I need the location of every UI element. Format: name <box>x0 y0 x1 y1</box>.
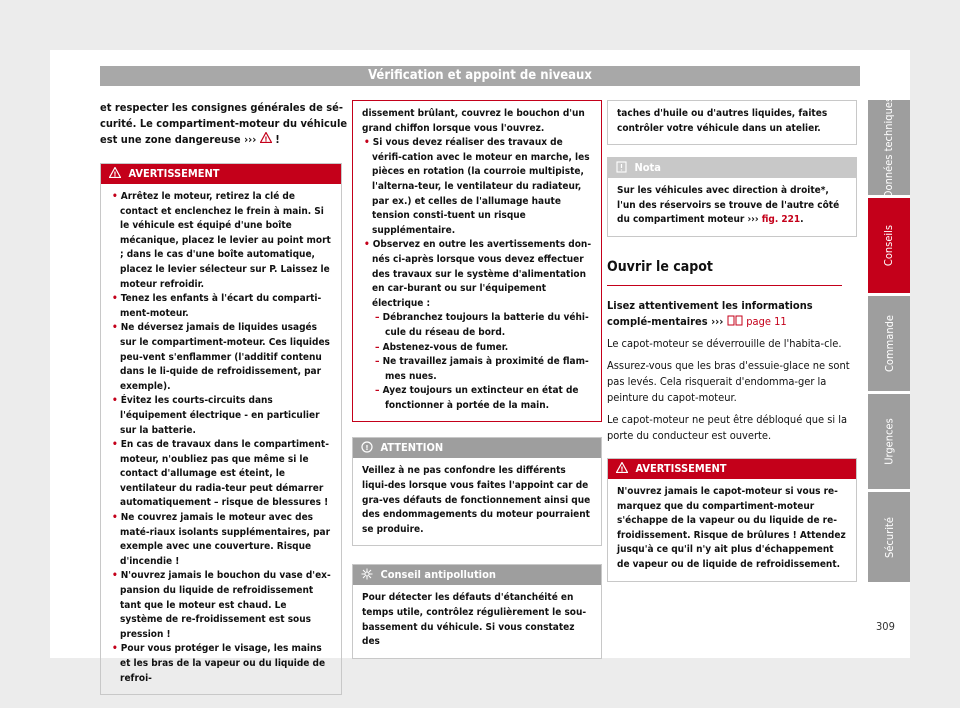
list-item: • Évitez les courts-circuits dans l'équipement électrique - en particulier sur la batterie. <box>112 395 320 436</box>
tab-urgences[interactable]: Urgences <box>868 394 910 489</box>
svg-text:!: ! <box>264 135 268 143</box>
column-3 <box>607 100 857 582</box>
tab-donnees-techniques[interactable]: Données techniques <box>868 100 910 195</box>
info-icon <box>361 441 373 453</box>
leaf-icon <box>361 568 373 580</box>
list-item: • Ne déversez jamais de liquides usagés sur le compartiment-moteur. Ces liquides peu-vent s'enflammer (l'additif contenu dans le li-quide de refroidissement, par exemple). <box>112 322 330 392</box>
list-item: • Pour vous protéger le visage, les mains et les bras de la vapeur ou du liquide de refroi- <box>112 643 326 684</box>
attention-box <box>352 437 602 546</box>
svg-text:!: ! <box>365 444 369 453</box>
warning-title: AVERTISSEMENT <box>128 167 220 180</box>
attention-text: Veillez à ne pas confondre les différents liqui-des lorsque vous faites l'appoint car de gra-ves défauts de fonctionnement ainsi que des endommagements du moteur pourraient se produire. <box>362 465 591 535</box>
warning-icon <box>616 462 628 473</box>
page-header: Vérification et appoint de niveaux <box>100 66 860 86</box>
tab-conseils[interactable]: Conseils <box>868 198 910 293</box>
warning-text: N'ouvrez jamais le capot-moteur si vous re-marquez que du compartiment-moteur s'échappe de la vapeur ou du liquide de re-froidissement. Risque de brûlures ! Attendez jusqu'à ce qu'il n'y ait plus d'échappement de vapeur ou de liquide de refroidissement. <box>617 485 846 570</box>
page-number: 309 <box>876 620 895 633</box>
book-icon <box>727 314 743 326</box>
list-item: • Tenez les enfants à l'écart du comparti-ment-moteur. <box>112 293 322 319</box>
warning-list <box>101 184 341 694</box>
list-item: • N'ouvrez jamais le bouchon du vase d'ex-pansion du liquide de refroidissement tant que le moteur est chaud. Le système de re-froidissement est sous pression ! <box>112 570 331 640</box>
svg-text:!: ! <box>620 465 624 473</box>
warning-title: AVERTISSEMENT <box>635 461 727 475</box>
attention-title: ATTENTION <box>380 441 444 455</box>
column-2 <box>352 100 602 659</box>
nota-box <box>607 157 857 237</box>
sub-list-item: – Ayez toujours un extincteur en état de fonctionner à portée de la main. <box>375 385 579 411</box>
warning-icon <box>260 132 272 143</box>
column-1 <box>100 100 350 695</box>
eco-title: Conseil antipollution <box>380 568 496 582</box>
intro-text: et respecter les consignes générales de sé- curité. Le compartiment-moteur du véhicule est une zone dangereuse ››› ! ! <box>100 101 348 146</box>
tab-commande[interactable]: Commande <box>868 296 910 391</box>
warning-box-continued: dissement brûlant, couvrez le bouchon d'un grand chiffon lorsque vous l'ouvrez. • Si vous devez réaliser des travaux de vérifi-cation avec le moteur en marche, les pièces en rotation (la courroie multipiste, l'alterna-teur, le ventilateur du radiateur, par ex.) et celles de l'allumage haute tension consti-tuent un risque supplémentaire. • Observez en outre les avertissements don-nés ci-après lorsque vous devez effectuer des travaux sur le système d'alimentation en car-burant ou sur l'équipement électrique : – Débranchez toujours la batterie du véhi-cule du réseau de bord. – Abstenez-vous de fumer. – Ne travaillez jamais à proximité de flam-mes nues. – Ayez toujours un extincteur en état de fonctionner à portée de la main. <box>352 100 602 422</box>
list-item: • Arrêtez le moteur, retirez la clé de contact et enclenchez le frein à main. Si le véhicule est équipé d'une boîte mécanique, placez le levier au point mort ; dans le cas d'une boîte automatique, placez le levier sélecteur sur P. Laissez le moteur refroidir. <box>112 191 331 290</box>
sub-list-item: – Abstenez-vous de fumer. <box>375 341 509 353</box>
warning-box-2 <box>607 458 857 582</box>
warning-box <box>100 163 342 695</box>
eco-box-continued: taches d'huile ou d'autres liquides, faites contrôler votre véhicule dans un atelier. <box>607 100 857 145</box>
sub-list-item: – Débranchez toujours la batterie du véhi-cule du réseau de bord. <box>375 312 589 338</box>
nota-title: Nota <box>634 161 661 175</box>
fig-link[interactable]: fig. 221 <box>761 214 801 226</box>
svg-text:!: ! <box>113 170 117 178</box>
section-body: Lisez attentivement les informations complé-mentaires ››› page 11 Le capot-moteur se déverrouille de l'habita-cle. Assurez-vous que les bras d'essuie-glace ne sont pas levés. Cela risquerait d'endomma-ger la peinture du capot-moteur. Le capot-moteur ne peut être débloqué que si la porte du conducteur est ouverte. <box>607 298 850 442</box>
list-item: • Ne couvrez jamais le moteur avec des maté-riaux isolants supplémentaires, par exemple avec une couverture. Risque d'incendie ! <box>112 512 331 567</box>
page-link[interactable]: page 11 <box>746 314 787 328</box>
eco-text: Pour détecter les défauts d'étanchéité en temps utile, contrôlez régulièrement le sou-bassement du véhicule. Si vous constatez des <box>362 592 587 648</box>
list-item: • En cas de travaux dans le compartiment-moteur, n'oubliez pas que même si le contact d'allumage est éteint, le ventilateur du radia-teur peut démarrer automatiquement – risque de blessures ! <box>112 439 329 509</box>
nota-text: Sur les véhicules avec direction à droite*, l'un des réservoirs se trouve de l'autre côté du compartiment moteur ››› fig. 221. <box>617 185 840 226</box>
tab-securite[interactable]: Sécurité <box>868 492 910 582</box>
eco-box <box>352 564 602 658</box>
list-item: • Si vous devez réaliser des travaux de vérifi-cation avec le moteur en marche, les pièces en rotation (la courroie multipiste, l'alterna-teur, le ventilateur du radiateur, par ex.) et celles de l'allumage haute tension consti-tuent un risque supplémentaire. <box>364 137 590 236</box>
list-item: • Observez en outre les avertissements don-nés ci-après lorsque vous devez effectuer des travaux sur le système d'alimentation en car-burant ou sur l'équipement électrique : <box>364 239 592 309</box>
sub-list-item: – Ne travaillez jamais à proximité de flam-mes nues. <box>375 356 589 382</box>
note-icon <box>616 161 627 173</box>
section-title: Ouvrir le capot <box>607 259 842 286</box>
warning-icon <box>109 167 121 178</box>
